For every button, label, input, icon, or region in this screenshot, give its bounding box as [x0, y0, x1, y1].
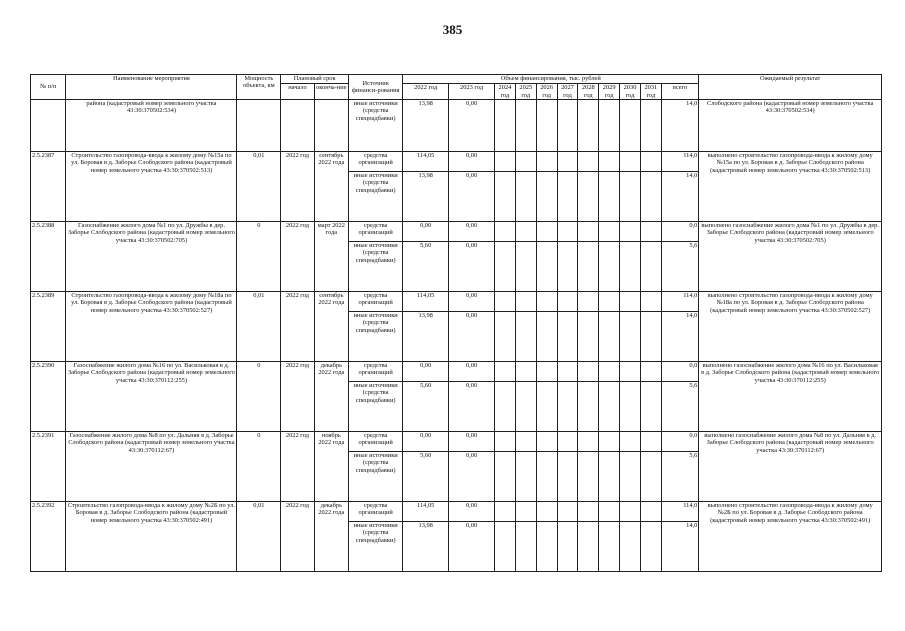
- row-source-1-2022: 114,05: [403, 152, 449, 172]
- header-result: Ожидаемый результат: [699, 75, 882, 100]
- row-start: 2022 год: [281, 502, 314, 572]
- row-source-2: иные источники (средства спецнадбавки): [349, 172, 403, 222]
- row-name: Газоснабжение жилого дома №8 по ул. Дальняя в д. Заборье Слободского района (кадастровый номер земельного участка 43:30:370112:67): [66, 432, 237, 502]
- row-source-1: средства организаций: [349, 502, 403, 522]
- row-result: выполнено газоснабжение жилого дома №16 по ул. Васильковая в д. Заборье Слободского района (кадастровый номер земельного участка 43:30:370112:255): [699, 362, 882, 432]
- row-source-2-total: 5,6: [661, 242, 699, 292]
- row-source-2-2022: 5,60: [403, 242, 449, 292]
- header-year-2031: 2031 год: [640, 84, 661, 100]
- row-source-1-total: 0,0: [661, 432, 699, 452]
- header-num: № п/п: [31, 75, 66, 100]
- row-source-1-total: 114,0: [661, 502, 699, 522]
- row-source-1-2023: 0,00: [449, 362, 495, 382]
- row-number: 2.5.2388: [31, 222, 66, 292]
- row-source-2: иные источники (средства спецнадбавки): [349, 242, 403, 292]
- row-source-2-total: 14,0: [661, 172, 699, 222]
- row-name: Строительство газопровода-ввода к жилому дому №2Б по ул. Боровая в д. Заборье Слободского района (кадастровый номер земельного участка 43:30:370502:491): [66, 502, 237, 572]
- header-start: начало: [281, 84, 314, 100]
- row-source-1-total: 114,0: [661, 152, 699, 172]
- header-name: Наименование мероприятия: [66, 75, 237, 100]
- row-source-1: средства организаций: [349, 292, 403, 312]
- row-name: района (кадастровый номер земельного участка 43:30:370502:534): [66, 100, 237, 152]
- row-number: 2.5.2391: [31, 432, 66, 502]
- table-header: [31, 75, 882, 100]
- header-year-2024: 2024 год: [495, 84, 516, 100]
- row-source-1: средства организаций: [349, 152, 403, 172]
- row-source-1-2023: 0,00: [449, 152, 495, 172]
- header-total: всего: [661, 84, 699, 100]
- row-capacity: 0: [237, 222, 281, 292]
- row-source-2-total: 5,6: [661, 452, 699, 502]
- row-number: 2.5.2387: [31, 152, 66, 222]
- row-source-1-2023: 0,00: [449, 222, 495, 242]
- row-source-1-2023: 0,00: [449, 502, 495, 522]
- row-end: декабрь 2022 года: [314, 362, 348, 432]
- row-name: Газоснабжение жилого дома №1 по ул. Дружбы в дер. Заборье Слободского района (кадастровый номер земельного участка 43:30:370502:705): [66, 222, 237, 292]
- row-name: Газоснабжение жилого дома №16 по ул. Васильковая в д. Заборье Слободского района (кадастровый номер земельного участка 43:30:370112:255): [66, 362, 237, 432]
- row-end: март 2022 года: [314, 222, 348, 292]
- row-source-1: средства организаций: [349, 432, 403, 452]
- row-source-1: средства организаций: [349, 362, 403, 382]
- row-end: сентябрь 2022 года: [314, 152, 348, 222]
- row-number: 2.5.2392: [31, 502, 66, 572]
- header-year-2029: 2029 год: [599, 84, 620, 100]
- row-source-2-2023: 0,00: [449, 522, 495, 572]
- row-start: 2022 год: [281, 292, 314, 362]
- row-source: иные источники (средства спецнадбавки): [349, 100, 403, 152]
- row-source-1-2022: 114,05: [403, 502, 449, 522]
- row-source-2-2023: 0,00: [449, 312, 495, 362]
- row-capacity: 0,01: [237, 292, 281, 362]
- row-source-2-total: 5,6: [661, 382, 699, 432]
- row-source-1-2023: 0,00: [449, 292, 495, 312]
- row-start: 2022 год: [281, 362, 314, 432]
- row-source-1: средства организаций: [349, 222, 403, 242]
- table-row: [31, 362, 882, 382]
- header-year-2026: 2026 год: [536, 84, 557, 100]
- header-capacity: Мощность объекта, км: [237, 75, 281, 100]
- funding-table: [30, 74, 882, 572]
- row-source-2-2022: 5,60: [403, 452, 449, 502]
- row-result: выполнено строительство газопровода-ввода к жилому дому №2Б по ул. Боровая в д. Заборье Слободского района (кадастровый номер земельного участка 43:30:370502:491): [699, 502, 882, 572]
- row-result: выполнено газоснабжение жилого дома №8 по ул. Дальняя в д. Заборье Слободского района (кадастровый номер земельного участка 43:30:370112:67): [699, 432, 882, 502]
- table-row: [31, 152, 882, 172]
- row-result: выполнено строительство газопровода-ввода к жилому дому №15а по ул. Боровая в д. Заборье Слободского района (кадастровый номер земельного участка 43:30:370502:513): [699, 152, 882, 222]
- row-source-2-2023: 0,00: [449, 452, 495, 502]
- table-row: [31, 292, 882, 312]
- header-year-2023: 2023 год: [449, 84, 495, 100]
- row-result: выполнено газоснабжение жилого дома №1 по ул. Дружбы в дер. Заборье Слободского района (кадастровый номер земельного участка 43:30:370502:705): [699, 222, 882, 292]
- row-end: сентябрь 2022 года: [314, 292, 348, 362]
- table-row: [31, 222, 882, 242]
- row-2022: 13,98: [403, 100, 449, 152]
- row-source-1-total: 0,0: [661, 222, 699, 242]
- row-source-1-2023: 0,00: [449, 432, 495, 452]
- row-capacity: 0: [237, 432, 281, 502]
- row-source-2-2023: 0,00: [449, 242, 495, 292]
- row-2023: 0,00: [449, 100, 495, 152]
- row-source-2-2022: 13,98: [403, 312, 449, 362]
- row-source-2-2022: 13,98: [403, 522, 449, 572]
- row-total: 14,0: [661, 100, 699, 152]
- row-source-2-2022: 13,98: [403, 172, 449, 222]
- row-source-2-2023: 0,00: [449, 172, 495, 222]
- header-end: оконча-ние: [314, 84, 348, 100]
- row-source-1-total: 114,0: [661, 292, 699, 312]
- header-funding: Объем финансирования, тыс. рублей: [403, 75, 699, 84]
- header-year-2022: 2022 год: [403, 84, 449, 100]
- row-start: 2022 год: [281, 152, 314, 222]
- header-source: Источник финанси-рования: [349, 75, 403, 100]
- row-name: Строительство газопровода-ввода к жилому дому №18а по ул. Боровая в д. Заборье Слободского района (кадастровый номер земельного участка 43:30:370502:527): [66, 292, 237, 362]
- row-source-1-total: 0,0: [661, 362, 699, 382]
- page-number: 385: [442, 22, 463, 37]
- row-source-2: иные источники (средства спецнадбавки): [349, 312, 403, 362]
- row-start: 2022 год: [281, 222, 314, 292]
- row-source-2-total: 14,0: [661, 522, 699, 572]
- row-number: 2.5.2389: [31, 292, 66, 362]
- row-number: 2.5.2390: [31, 362, 66, 432]
- row-source-1-2022: 0,00: [403, 222, 449, 242]
- row-result: Слободского района (кадастровый номер земельного участка 43:30:370502:534): [699, 100, 882, 152]
- row-source-1-2022: 0,00: [403, 362, 449, 382]
- row-source-2: иные источники (средства спецнадбавки): [349, 522, 403, 572]
- row-capacity: 0,01: [237, 502, 281, 572]
- row-capacity: 0: [237, 362, 281, 432]
- header-term: Плановый срок: [281, 75, 349, 84]
- header-year-2025: 2025 год: [515, 84, 536, 100]
- row-start: 2022 год: [281, 432, 314, 502]
- row-source-2-total: 14,0: [661, 312, 699, 362]
- row-end: декабрь 2022 года: [314, 502, 348, 572]
- row-source-2: иные источники (средства спецнадбавки): [349, 452, 403, 502]
- row-end: ноябрь 2022 года: [314, 432, 348, 502]
- header-year-2030: 2030 год: [620, 84, 641, 100]
- table-row: [31, 100, 882, 152]
- table-row: [31, 502, 882, 522]
- header-year-2027: 2027 год: [557, 84, 578, 100]
- row-source-2-2022: 5,60: [403, 382, 449, 432]
- row-source-2: иные источники (средства спецнадбавки): [349, 382, 403, 432]
- header-year-2028: 2028 год: [578, 84, 599, 100]
- row-name: Строительство газопровода-ввода к жилому дому №15а по ул. Боровая в д. Заборье Слободского района (кадастровый номер земельного участка 43:30:370502:513): [66, 152, 237, 222]
- table-row: [31, 432, 882, 452]
- row-source-1-2022: 0,00: [403, 432, 449, 452]
- row-source-1-2022: 114,05: [403, 292, 449, 312]
- row-source-2-2023: 0,00: [449, 382, 495, 432]
- row-capacity: 0,01: [237, 152, 281, 222]
- row-result: выполнено строительство газопровода-ввода к жилому дому №18а по ул. Боровая в д. Заборье Слободского района (кадастровый номер земельного участка 43:30:370502:527): [699, 292, 882, 362]
